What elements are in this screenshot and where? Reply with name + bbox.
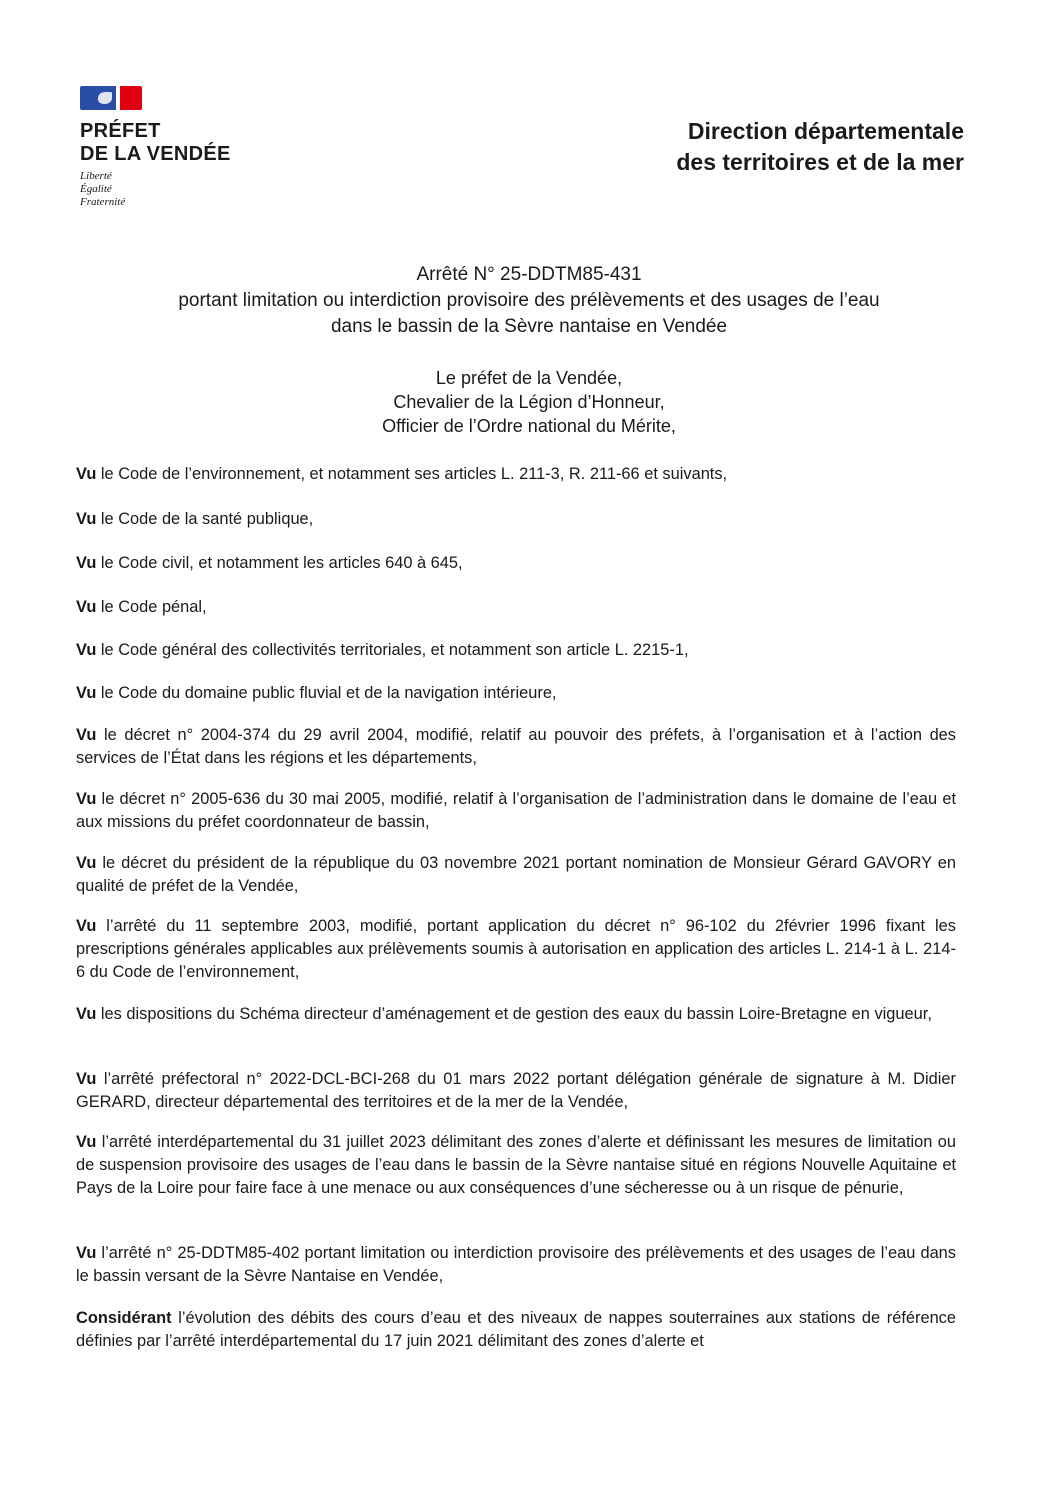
visa-text: le Code du domaine public fluvial et de la navigation intérieure, — [96, 684, 557, 702]
visa-paragraph — [76, 1242, 956, 1288]
visa-text: le Code pénal, — [96, 598, 207, 616]
motto-liberte: Liberté — [80, 170, 112, 182]
decree-number: Arrêté N° 25-DDTM85-431 — [416, 264, 642, 285]
visa-lead: Vu — [76, 1133, 97, 1151]
visa-text: l’arrêté préfectoral n° 2022-DCL-BCI-268 du 01 mars 2022 portant délégation générale de signature à M. Didier GERARD, directeur départemental des territoires et de la mer de la Vendée, — [76, 1070, 956, 1111]
visa-paragraph — [76, 852, 956, 898]
visa-text: le décret du président de la république du 03 novembre 2021 portant nomination de Monsieur Gérard GAVORY en qualité de préfet de la Vendée, — [76, 854, 956, 895]
visa-lead: Vu — [76, 598, 97, 616]
visa-lead: Vu — [76, 641, 97, 659]
visa-text: le décret n° 2005-636 du 30 mai 2005, modifié, relatif à l’organisation de l’administration dans le domaine de l’eau et aux missions du préfet coordonnateur de bassin, — [76, 790, 956, 831]
authority-line-2: Chevalier de la Légion d’Honneur, — [393, 392, 665, 412]
visa-lead: Vu — [76, 1005, 97, 1023]
visa-text: le Code civil, et notamment les articles 640 à 645, — [96, 554, 463, 572]
visa-lead: Vu — [76, 684, 97, 702]
visa-paragraph — [76, 508, 956, 531]
prefecture-logo — [80, 86, 231, 209]
visa-paragraph — [76, 463, 956, 486]
considerant-lead: Considérant — [76, 1309, 172, 1327]
decree-subject-line-2: dans le bassin de la Sèvre nantaise en Vendée — [330, 316, 728, 337]
direction-line-1: Direction départementale — [687, 118, 964, 144]
visa-lead: Vu — [76, 554, 97, 572]
visa-paragraph — [76, 915, 956, 984]
direction-line-2: des territoires et de la mer — [676, 149, 964, 175]
visa-text: le Code de la santé publique, — [96, 510, 314, 528]
visa-lead: Vu — [76, 790, 97, 808]
visa-paragraph — [76, 682, 956, 705]
visa-paragraph — [76, 724, 956, 770]
signing-authority — [60, 366, 998, 438]
motto-fraternite: Fraternité — [80, 196, 126, 208]
marianne-flag-icon — [80, 86, 142, 110]
visa-paragraph — [76, 1068, 956, 1114]
considerant-text: l’évolution des débits des cours d’eau et des niveaux de nappes souterraines aux stations de référence définies par l’arrêté interdépartemental du 17 juin 2021 délimitant des zones d’alerte et — [76, 1309, 956, 1350]
prefet-title: PRÉFET DE LA VENDÉE — [80, 120, 231, 165]
republic-motto — [80, 170, 231, 209]
decree-subject-line-1: portant limitation ou interdiction provisoire des prélèvements et des usages de l’eau — [178, 290, 880, 311]
visa-lead: Vu — [76, 510, 97, 528]
visa-lead: Vu — [76, 465, 97, 483]
decree-title — [60, 262, 998, 340]
visa-lead: Vu — [76, 917, 97, 935]
motto-egalite: Égalité — [80, 183, 112, 195]
visa-paragraph — [76, 596, 956, 619]
visa-paragraph — [76, 788, 956, 834]
visa-paragraph — [76, 639, 956, 662]
visa-paragraph — [76, 1003, 956, 1026]
considerant-paragraph — [76, 1307, 956, 1353]
visa-lead: Vu — [76, 726, 97, 744]
visa-lead: Vu — [76, 854, 97, 872]
visa-text: le Code général des collectivités territoriales, et notamment son article L. 2215-1, — [96, 641, 689, 659]
authority-line-3: Officier de l’Ordre national du Mérite, — [382, 416, 676, 436]
authority-line-1: Le préfet de la Vendée, — [435, 368, 623, 388]
visa-paragraph — [76, 1131, 956, 1200]
visa-text: l’arrêté n° 25-DDTM85-402 portant limitation ou interdiction provisoire des prélèvements et des usages de l’eau dans le bassin versant de la Sèvre Nantaise en Vendée, — [76, 1244, 956, 1285]
issuing-direction — [544, 116, 964, 178]
visa-text: le décret n° 2004-374 du 29 avril 2004, modifié, relatif au pouvoir des préfets, à l’organisation et à l’action des services de l’État dans les régions et les départements, — [76, 726, 956, 767]
visa-text: le Code de l’environnement, et notamment ses articles L. 211-3, R. 211-66 et suivants, — [96, 465, 728, 483]
visa-lead: Vu — [76, 1070, 97, 1088]
visa-lead: Vu — [76, 1244, 97, 1262]
visa-text: les dispositions du Schéma directeur d’aménagement et de gestion des eaux du bassin Loire-Bretagne en vigueur, — [96, 1005, 932, 1023]
visa-text: l’arrêté interdépartemental du 31 juillet 2023 délimitant des zones d’alerte et définissant les mesures de limitation ou de suspension provisoire des usages de l’eau dans le bassin de la Sèvre nantaise situé en régions Nouvelle Aquitaine et Pays de la Loire pour faire face à une menace ou aux conséquences d’une sécheresse ou à un risque de pénurie, — [76, 1133, 956, 1197]
visa-paragraph — [76, 552, 956, 575]
visa-text: l’arrêté du 11 septembre 2003, modifié, portant application du décret n° 96-102 du 2février 1996 fixant les prescriptions générales applicables aux prélèvements soumis à autorisation en application des articles L. 214-1 à L. 214-6 du Code de l’environnement, — [76, 917, 956, 981]
